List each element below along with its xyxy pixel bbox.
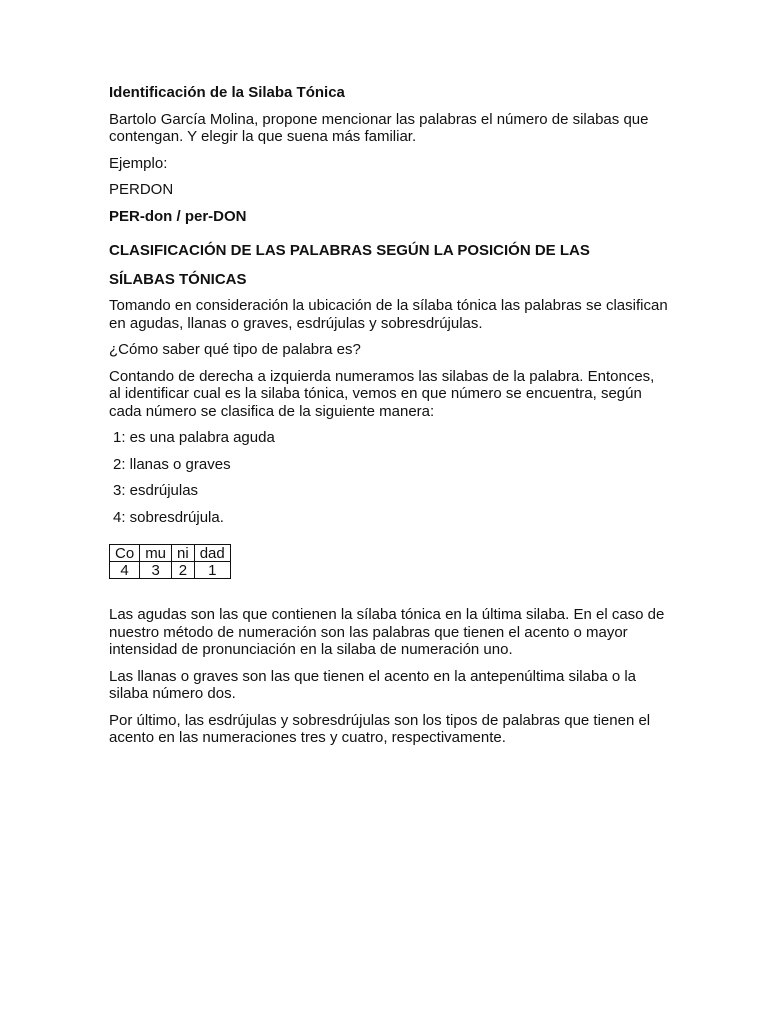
document-page [109, 84, 669, 756]
number-cell: 2 [172, 562, 195, 579]
syllable-table [109, 544, 231, 579]
question-paragraph: ¿Cómo saber qué tipo de palabra es? [109, 341, 361, 358]
number-cell: 4 [110, 562, 140, 579]
number-cell: 3 [140, 562, 172, 579]
list-item: 3: esdrújulas [113, 482, 199, 499]
section-heading-line1: CLASIFICACIÓN DE LAS PALABRAS SEGÚN LA POSICIÓN DE LAS [109, 242, 590, 259]
classification-paragraph: Tomando en consideración la ubicación de la sílaba tónica las palabras se clasifican en agudas, llanas o graves, esdrújulas y sobresdrújulas. [109, 297, 668, 332]
esdrujulas-paragraph: Por último, las esdrújulas y sobresdrújulas son los tipos de palabras que tienen el acento en las numeraciones tres y cuatro, respectivamente. [109, 711, 651, 746]
example-label: Ejemplo: [109, 154, 168, 172]
list-item: 2: llanas o graves [113, 455, 231, 473]
number-row [110, 562, 231, 579]
llanas-paragraph: Las llanas o graves son las que tienen el acento en la antepenúltima silaba o la silaba número dos. [109, 667, 637, 702]
example-word: PERDON [109, 181, 174, 198]
syllable-cell: dad [194, 545, 230, 562]
counting-paragraph: Contando de derecha a izquierda numeramos las silabas de la palabra. Entonces, al identificar cual es la silaba tónica, vemos en que número se encuentra, según cada número se clasifica de la siguiente manera: [109, 367, 655, 420]
example-split: PER-don / per-DON [109, 207, 247, 225]
list-item: 4: sobresdrújula. [113, 508, 224, 526]
document-title: Identificación de la Silaba Tónica [109, 84, 345, 101]
agudas-paragraph: Las agudas son las que contienen la sílaba tónica en la última silaba. En el caso de nuestro método de numeración son las palabras que tienen el acento o mayor intensidad de pronunciación en la silaba de numeración uno. [109, 606, 665, 658]
intro-paragraph: Bartolo García Molina, propone mencionar las palabras el número de silabas que contengan. Y elegir la que suena más familiar. [109, 110, 649, 145]
syllable-row [110, 545, 231, 562]
classification-list [109, 429, 669, 526]
list-item: 1: es una palabra aguda [113, 429, 275, 446]
syllable-cell: ni [172, 545, 195, 562]
syllable-cell: Co [110, 545, 140, 562]
syllable-cell: mu [140, 545, 172, 562]
section-heading-line2: SÍLABAS TÓNICAS [109, 270, 247, 288]
number-cell: 1 [194, 562, 230, 579]
